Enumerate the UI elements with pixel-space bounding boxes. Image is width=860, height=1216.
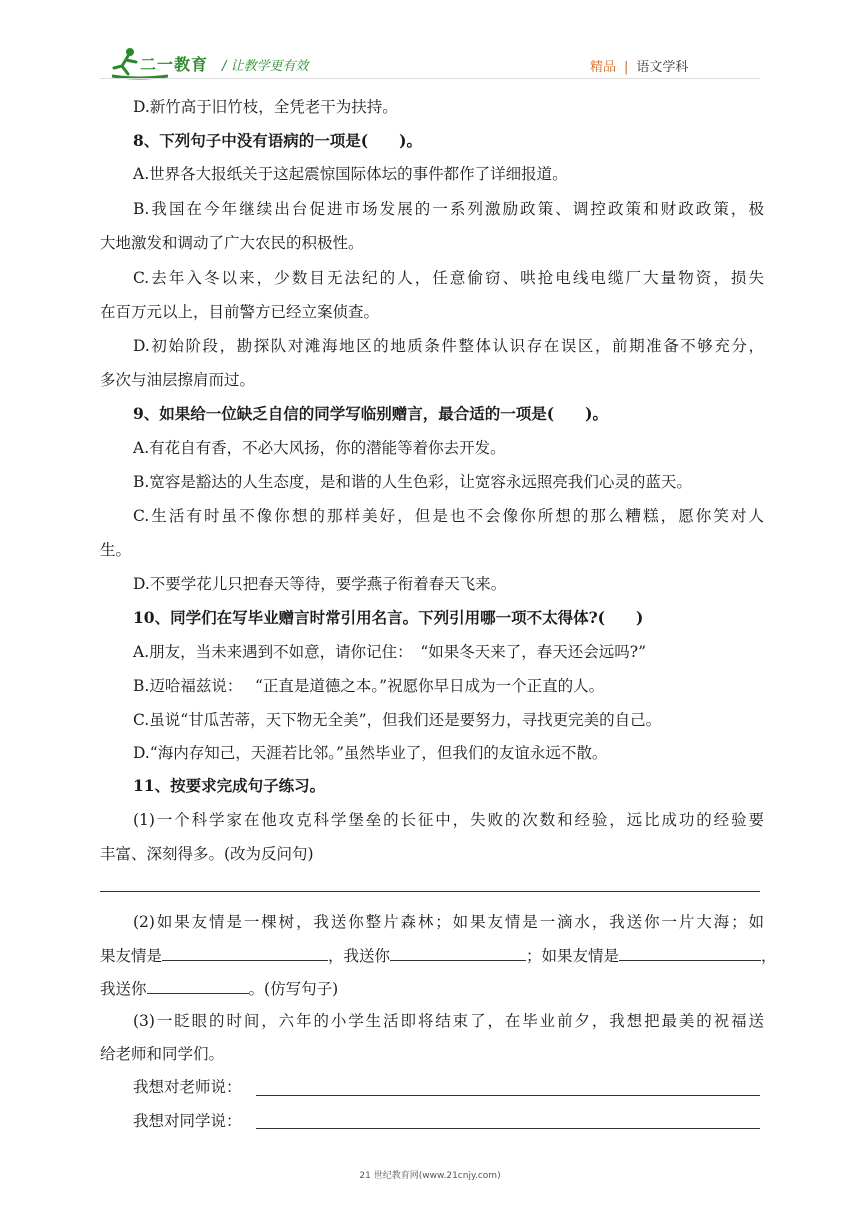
footer-copyright: 21 世纪教育网(www.21cnjy.com) (359, 1171, 501, 1181)
q9-option-c-line1: C.生活有时虽不像你想的那样美好，但是也不会像你所想的那么糟糕，愿你笑对人 (133, 507, 764, 525)
q7-option-d: D.新竹高于旧竹枝，全凭老干为扶持。 (133, 98, 398, 116)
q11-part3-line1: (3)一眨眼的时间，六年的小学生活即将结束了，在毕业前夕，我想把最美的祝福送 (133, 1012, 764, 1030)
q11-part2-text-a: 果友情是 (100, 947, 163, 965)
q8-option-b-line2: 大地激发和调动了广大农民的积极性。 (100, 234, 364, 252)
q9-stem: 9、如果给一位缺乏自信的同学写临别赠言，最合适的一项是( )。 (133, 404, 608, 423)
header-divider: | (624, 60, 629, 75)
q8-option-d-line1: D.初始阶段，勘探队对滩海地区的地质条件整体认识存在误区，前期准备不够充分， (133, 337, 764, 355)
q11-part2-line2 (100, 944, 777, 966)
q8-option-b-line1: B.我国在今年继续出台促进市场发展的一系列激励政策、调控政策和财政政策，极 (133, 200, 764, 218)
q11-part1-line1: (1)一个科学家在他攻克科学堡垒的长征中，失败的次数和经验，远比成功的经验要 (133, 811, 764, 829)
classmate-message-answer-line[interactable] (256, 1128, 760, 1129)
q11-part2-text-e: 我送你 (100, 980, 147, 998)
q11-part2-blank-3[interactable] (619, 944, 761, 961)
q10-option-d: D.“海内存知己，天涯若比邻。”虽然毕业了，但我们的友谊永远不散。 (133, 744, 608, 762)
q8-stem: 8、下列句子中没有语病的一项是( )。 (133, 131, 422, 150)
q9-option-b: B.宽容是豁达的人生态度，是和谐的人生色彩，让宽容永远照亮我们心灵的蓝天。 (133, 473, 692, 491)
q10-option-c: C.虽说“甘瓜苦蒂，天下物无全美”，但我们还是要努力，寻找更完美的自己。 (133, 711, 662, 729)
q11-part2-line1: (2)如果友情是一棵树，我送你整片森林；如果友情是一滴水，我送你一片大海；如 (133, 913, 764, 931)
header-badge-group (590, 56, 688, 75)
q11-part2-text-b: ，我送你 (328, 947, 391, 965)
q11-part2-text-f: 。(仿写句子) (248, 980, 339, 998)
q11-part2-text-c: ；如果友情是 (526, 947, 620, 965)
q9-option-c-line2: 生。 (100, 541, 132, 559)
q10-stem: 10、同学们在写毕业赠言时常引用名言。下列引用哪一项不太得体?( ) (133, 608, 644, 627)
q8-option-d-line2: 多次与油层擦肩而过。 (100, 371, 256, 389)
q11-part2-line3 (100, 977, 764, 999)
q8-option-a: A.世界各大报纸关于这起震惊国际体坛的事件都作了详细报道。 (133, 165, 568, 183)
q11-part1-line2: 丰富、深刻得多。(改为反问句) (100, 845, 314, 863)
classmate-message-label: 我想对同学说： (133, 1112, 242, 1130)
q9-option-d: D.不要学花儿只把春天等待，要学燕子衔着春天飞来。 (133, 575, 507, 593)
subject-label: 语文学科 (636, 60, 689, 75)
q11-stem: 11、按要求完成句子练习。 (133, 776, 326, 795)
header-divider-line (100, 78, 760, 79)
page-header (0, 0, 860, 92)
teacher-message-label: 我想对老师说： (133, 1078, 242, 1096)
q11-part3-line2: 给老师和同学们。 (100, 1045, 225, 1063)
q11-part2-blank-2[interactable] (390, 944, 526, 961)
teacher-message-answer-line[interactable] (256, 1095, 760, 1096)
q11-part1-answer-line[interactable] (100, 891, 760, 892)
premium-badge: 精品 (590, 60, 617, 75)
q8-option-c-line2: 在百万元以上，目前警方已经立案侦查。 (100, 303, 380, 321)
q10-option-b: B.迈哈福兹说： “正直是道德之本。”祝愿你早日成为一个正直的人。 (133, 677, 605, 695)
q9-option-a: A.有花自有香，不必大风扬，你的潜能等着你去开发。 (133, 439, 506, 457)
q10-option-a: A.朋友，当未来遇到不如意，请你记住： “如果冬天来了，春天还会远吗?” (133, 643, 647, 661)
logo-text: 二一教育 (140, 55, 209, 74)
q11-part2-blank-4[interactable] (147, 977, 249, 994)
slogan: / 让教学更有效 (222, 59, 309, 74)
q11-part2-blank-1[interactable] (162, 944, 328, 961)
q11-part2-text-d: ， (761, 947, 777, 965)
q8-option-c-line1: C.去年入冬以来，少数目无法纪的人，任意偷窃、哄抢电线电缆厂大量物资，损失 (133, 269, 764, 287)
